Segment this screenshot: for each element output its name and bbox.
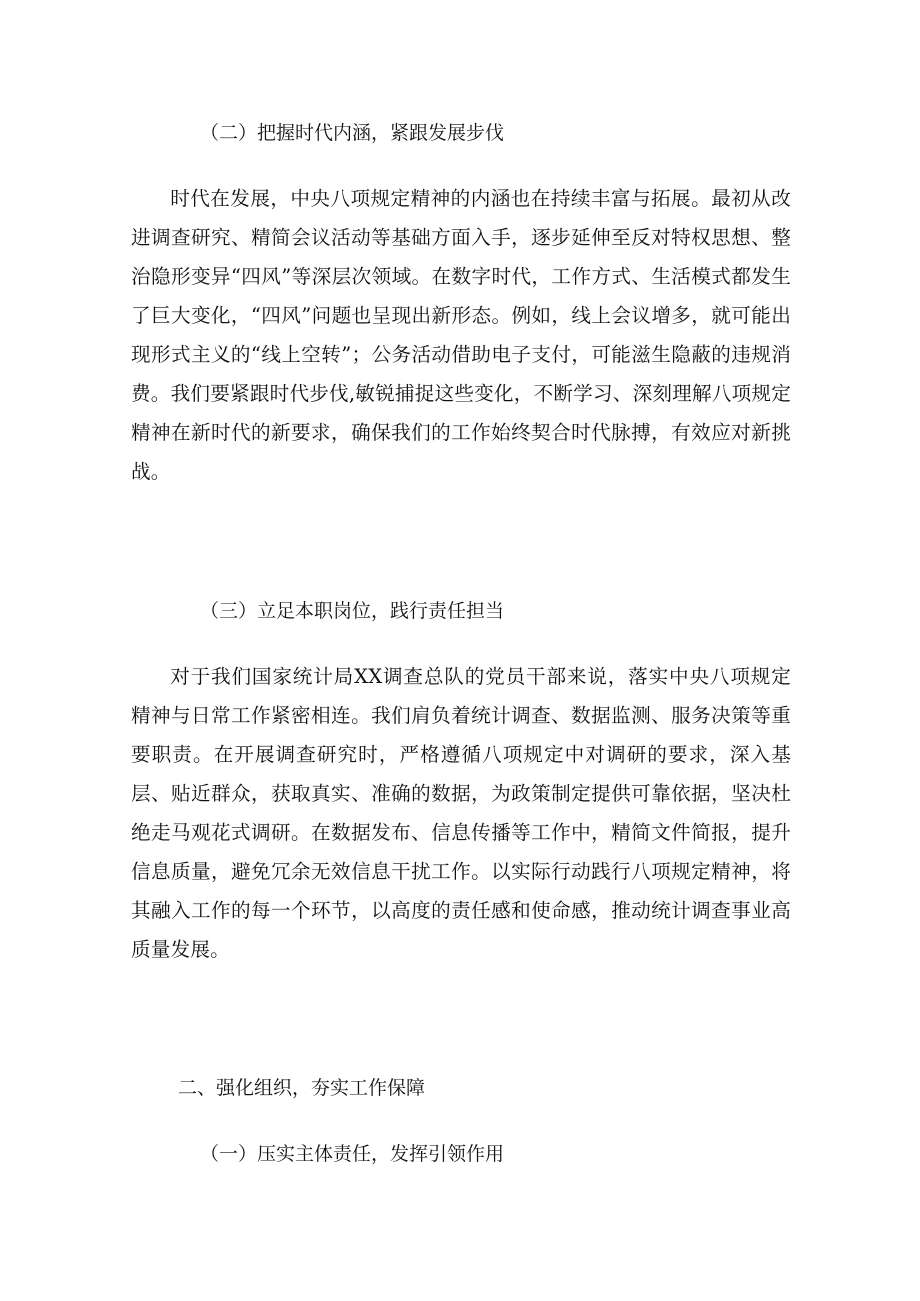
section-paragraph-3: 对于我们国家统计局XX调查总队的党员干部来说，落实中央八项规定精神与日常工作紧密相连。我们肩负着统计调查、数据监测、服务决策等重要职责。在开展调查研究时，严格遵循八项规定中对调研的要求，深入基层、贴近群众，获取真实、准确的数据，为政策制定提供可靠依据，坚决杜绝走马观花式调研。在数据发布、信息传播等工作中，精简文件简报，提升信息质量，避免冗余无效信息干扰工作。以实际行动践行八项规定精神，将其融入工作的每一个环节，以高度的责任感和使命感，推动统计调查事业高质量发展。 xyxy=(131,665,791,961)
section-heading-2: （二）把握时代内涵，紧跟发展步伐 xyxy=(200,122,505,144)
part-heading-2: 二、强化组织，夯实工作保障 xyxy=(178,1077,426,1099)
subsection-heading-1: （一）压实主体责任，发挥引领作用 xyxy=(200,1143,505,1165)
section-paragraph-2: 时代在发展，中央八项规定精神的内涵也在持续丰富与拓展。最初从改进调查研究、精简会议活动等基础方面入手，逐步延伸至反对特权思想、整治隐形变异“四风”等深层次领域。在数字时代，工作方式、生活模式都发生了巨大变化，“四风”问题也呈现出新形态。例如，线上会议增多，就可能出现形式主义的“线上空转”；公务活动借助电子支付，可能滋生隐蔽的违规消费。我们要紧跟时代步伐,敏锐捕捉这些变化，不断学习、深刻理解八项规定精神在新时代的新要求，确保我们的工作始终契合时代脉搏，有效应对新挑战。 xyxy=(131,187,791,483)
section-heading-3: （三）立足本职岗位，践行责任担当 xyxy=(200,600,505,622)
